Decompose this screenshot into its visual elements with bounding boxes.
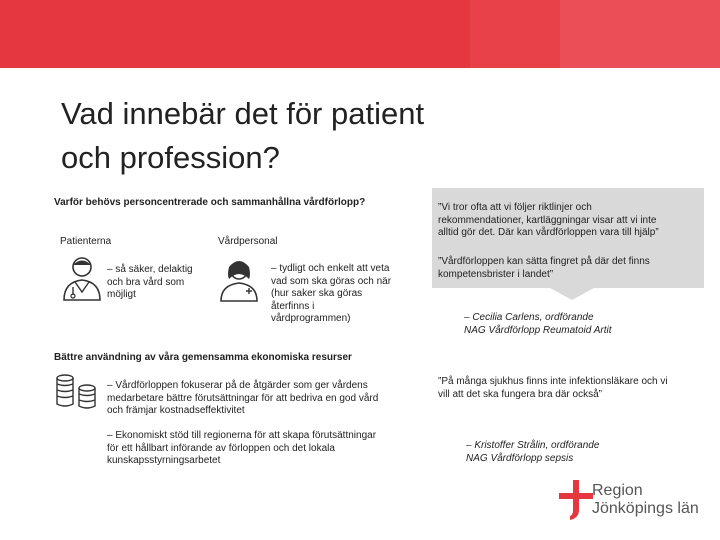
text-line: – tydligt och enkelt att veta: [271, 263, 390, 274]
text-line: NAG Vårdförlopp sepsis: [466, 452, 574, 464]
text-line: kompetensbrister i landet”: [438, 268, 554, 280]
text-line: medarbetare bättre förutsättningar för att bedriva en god vård: [107, 392, 379, 404]
patients-text: [107, 264, 193, 302]
callout-arrow: [550, 288, 594, 300]
logo-line-2: Jönköpings län: [592, 500, 699, 517]
text-line: och främjar kostnadseffektivitet: [107, 405, 245, 416]
text-line: återfinns i: [271, 300, 315, 312]
text-line: – Vårdförloppen fokuserar på de åtgärder som ger vårdens: [107, 380, 368, 391]
text-line: – så säker, delaktig: [107, 264, 193, 275]
section-heading: Bättre användning av våra gemensamma ekonomiska resurser: [54, 352, 352, 363]
text-line: vad som ska göras och när: [271, 275, 392, 287]
text-line: – Cecilia Carlens, ordförande: [464, 312, 594, 323]
text-line: ”Vi tror ofta att vi följer riktlinjer och: [438, 202, 592, 213]
quote-2-attribution: [466, 440, 599, 465]
coins-icon: [54, 370, 100, 412]
text-line: vill att det ska fungera bra där också”: [438, 388, 602, 400]
quote-1-part-1: [438, 202, 659, 240]
text-line: alltid gör det. Där kan vårdförloppen vara till hjälp”: [438, 227, 659, 238]
text-line: – Kristoffer Strålin, ordförande: [466, 440, 600, 451]
text-line: (hur saker ska göras: [271, 288, 363, 299]
nurse-icon: [218, 255, 260, 303]
quote-2: [438, 376, 668, 401]
text-line: rekommendationer, kartläggningar visar att vi inte: [438, 214, 657, 226]
text-line: – Ekonomiskt stöd till regionerna för att skapa förutsättningar: [107, 430, 377, 441]
text-line: NAG Vårdförlopp Reumatoid Artit: [464, 324, 612, 336]
section-heading: Varför behövs personcentrerade och sammanhållna vårdförlopp?: [54, 197, 366, 208]
quote-1-part-2: [438, 256, 650, 281]
patients-label: Patienterna: [60, 236, 112, 247]
title-line: och profession?: [61, 140, 280, 175]
text-line: vårdprogrammen): [271, 313, 351, 324]
economy-point-2: [107, 430, 376, 468]
economy-point-1: [107, 380, 378, 418]
header-banner: [0, 0, 720, 68]
text-line: ”På många sjukhus finns inte infektionsläkare och vi: [438, 376, 668, 387]
logo-line-1: Region: [592, 482, 643, 499]
staff-text: [271, 263, 391, 326]
title-line: Vad innebär det för patient: [61, 96, 425, 131]
quote-1-attribution: [464, 312, 611, 337]
text-line: kunskapsstyrningsarbetet: [107, 455, 221, 466]
banner-band: [560, 0, 720, 68]
text-line: och bra vård som: [107, 276, 185, 288]
text-line: för ett hållbart införande av förloppen och det lokala: [107, 442, 335, 454]
slide-title: [61, 92, 621, 180]
doctor-icon: [61, 254, 103, 302]
text-line: ”Vårdförloppen kan sätta fingret på där det finns: [438, 256, 650, 267]
text-line: möjligt: [107, 289, 136, 300]
staff-label: Vårdpersonal: [218, 236, 278, 247]
cross-logo-icon: [558, 480, 594, 520]
